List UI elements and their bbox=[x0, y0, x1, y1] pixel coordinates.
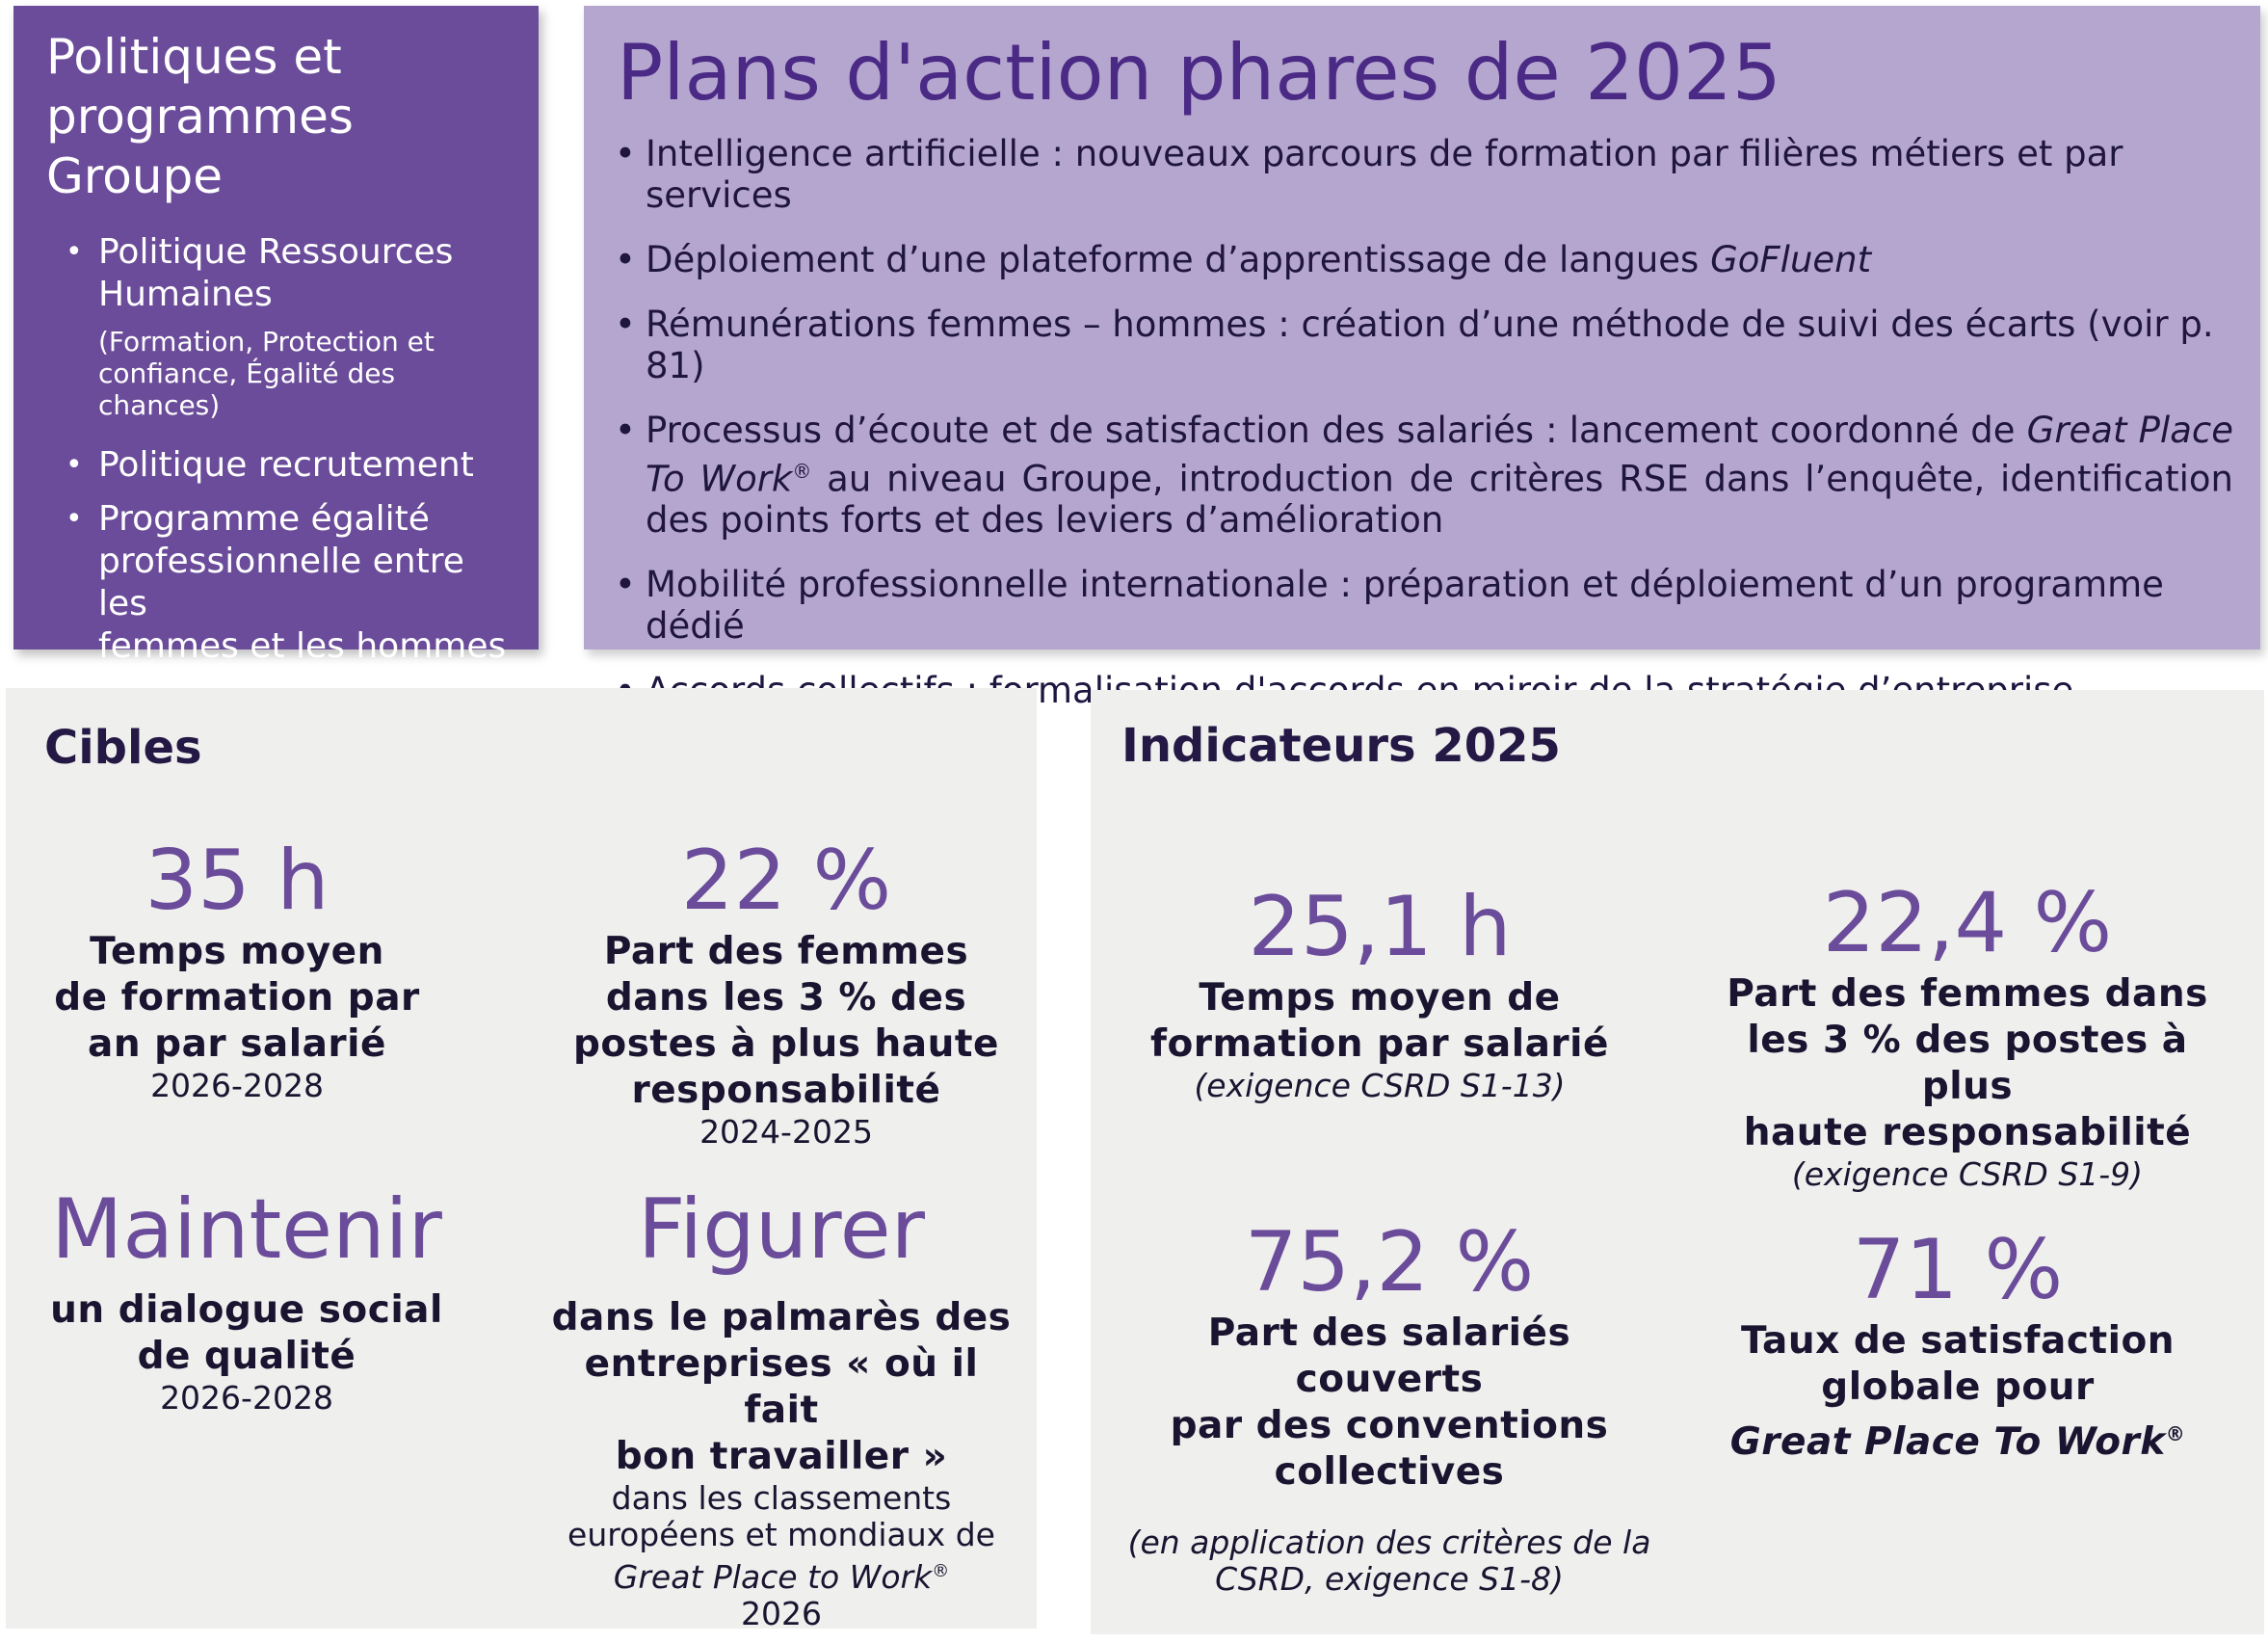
bullet-icon: • bbox=[615, 133, 636, 174]
target-social-dialogue bbox=[25, 1181, 468, 1417]
target-label: dans le palmarès des entreprises « où il fait bon travailler » bbox=[551, 1296, 1012, 1478]
target-period: 2026-2028 bbox=[150, 1067, 324, 1104]
policy-item-hr-detail: (Formation, Protection et confiance, Égalité des chances) bbox=[98, 326, 435, 421]
plan-item: • Rémunérations femmes – hommes : création d’une méthode de suivi des écarts (voir p. 81) bbox=[615, 304, 2214, 386]
bullet-icon: • bbox=[615, 564, 636, 606]
bullet-icon: • bbox=[66, 448, 83, 482]
policy-item-hr: • Politique Ressources Humaines (Formation, Protection et confiance, Égalité des chances) bbox=[66, 231, 510, 421]
indicator-training-hours bbox=[1110, 879, 1649, 1104]
indicator-satisfaction bbox=[1707, 1222, 2208, 1466]
indicator-label: Part des salariés couverts par des conventions collectives bbox=[1170, 1312, 1609, 1494]
target-period: 2026-2028 bbox=[160, 1379, 333, 1417]
policies-list bbox=[46, 231, 510, 668]
policy-item-recruitment: • Politique recrutement bbox=[66, 445, 474, 485]
indicator-collective-agreements bbox=[1110, 1214, 1669, 1598]
target-value: 35 h bbox=[145, 833, 330, 929]
targets-title: Cibles bbox=[44, 721, 202, 775]
target-detail: dans les classements européens et mondiaux de Great Place to Work® bbox=[567, 1479, 995, 1596]
target-value: Figurer bbox=[638, 1181, 925, 1278]
targets-panel bbox=[6, 688, 1037, 1632]
indicator-note: (exigence CSRD S1-9) bbox=[1791, 1155, 2144, 1193]
target-label: Part des femmes dans les 3 % des postes à plus haute responsabilité bbox=[573, 930, 999, 1112]
target-value: 22 % bbox=[680, 833, 892, 929]
bullet-icon: • bbox=[615, 304, 636, 345]
target-value: Maintenir bbox=[51, 1181, 442, 1278]
indicator-note: (exigence CSRD S1-13) bbox=[1194, 1067, 1566, 1104]
plans-title: Plans d'action phares de 2025 bbox=[617, 28, 1781, 118]
bullet-icon: • bbox=[615, 410, 636, 451]
target-label: Temps moyen de formation par an par salarié bbox=[54, 930, 420, 1066]
indicator-label: Taux de satisfaction globale pour Great Place To Work® bbox=[1729, 1319, 2186, 1464]
policies-panel bbox=[13, 6, 539, 666]
target-great-place bbox=[545, 1181, 1017, 1632]
indicator-value: 71 % bbox=[1852, 1222, 2064, 1318]
bullet-icon: • bbox=[615, 239, 636, 280]
indicators-panel bbox=[1091, 690, 2264, 1634]
indicator-value: 75,2 % bbox=[1244, 1214, 1535, 1311]
bullet-icon: • bbox=[66, 235, 83, 269]
plan-item: • Mobilité professionnelle internationale : préparation et déploiement d’un programme dédié bbox=[615, 564, 2164, 648]
plan-item: • Déploiement d’une plateforme d’apprentissage de langues GoFluent bbox=[615, 239, 1872, 280]
target-training-hours bbox=[25, 833, 449, 1104]
target-period: 2024-2025 bbox=[699, 1113, 873, 1151]
policy-item-equality: • Programme égalité professionnelle entre les femmes et les hommes bbox=[66, 499, 507, 666]
action-plans-panel bbox=[584, 6, 2260, 649]
indicator-label: Part des femmes dans les 3 % des postes à plus haute responsabilité bbox=[1727, 972, 2208, 1154]
indicator-note: (en application des critères de la CSRD, exigence S1-8) bbox=[1127, 1524, 1651, 1598]
plans-list bbox=[611, 133, 2233, 711]
indicator-value: 22,4 % bbox=[1822, 875, 2113, 971]
target-label: un dialogue social de qualité bbox=[50, 1288, 443, 1378]
bullet-icon: • bbox=[66, 502, 83, 536]
indicator-label: Temps moyen de formation par salarié bbox=[1150, 976, 1609, 1066]
indicator-value: 25,1 h bbox=[1248, 879, 1512, 975]
indicator-women-share bbox=[1698, 875, 2237, 1193]
plan-item: • Intelligence artificielle : nouveaux parcours de formation par filières métiers et par services bbox=[615, 133, 2123, 216]
target-period: 2026 bbox=[741, 1595, 822, 1632]
indicators-title: Indicateurs 2025 bbox=[1121, 719, 1561, 773]
plan-item: • Processus d’écoute et de satisfaction des salariés : lancement coordonné de Great Place To Work® au niveau Groupe, introduction de critères RSE dans l’enquête, identification des points forts et des leviers d’amélioration bbox=[615, 410, 2233, 542]
policies-title: Politiques et programmes Groupe bbox=[46, 29, 354, 204]
target-women-share bbox=[565, 833, 1008, 1151]
